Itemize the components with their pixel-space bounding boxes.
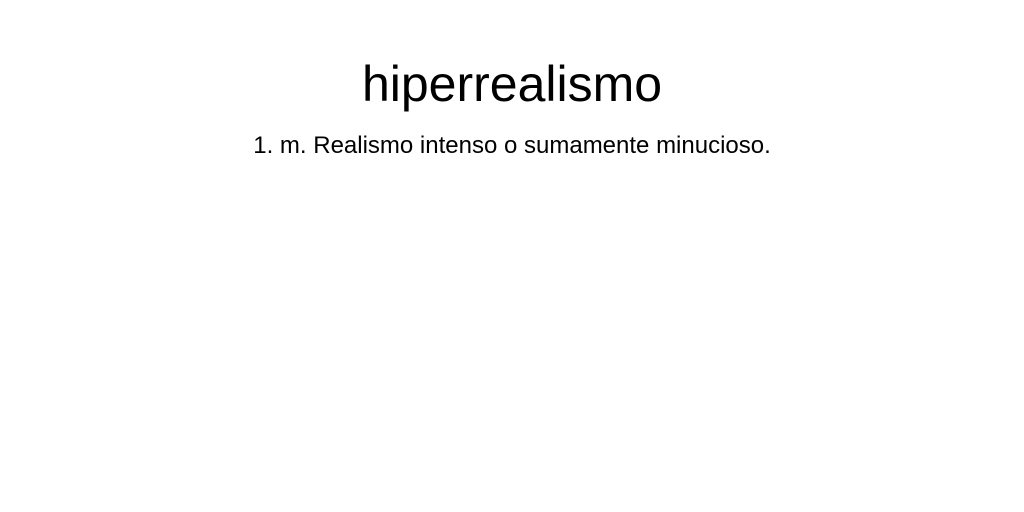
definition: 1. m. Realismo intenso o sumamente minucioso. bbox=[253, 132, 771, 159]
headword: hiperrealismo bbox=[361, 56, 663, 112]
